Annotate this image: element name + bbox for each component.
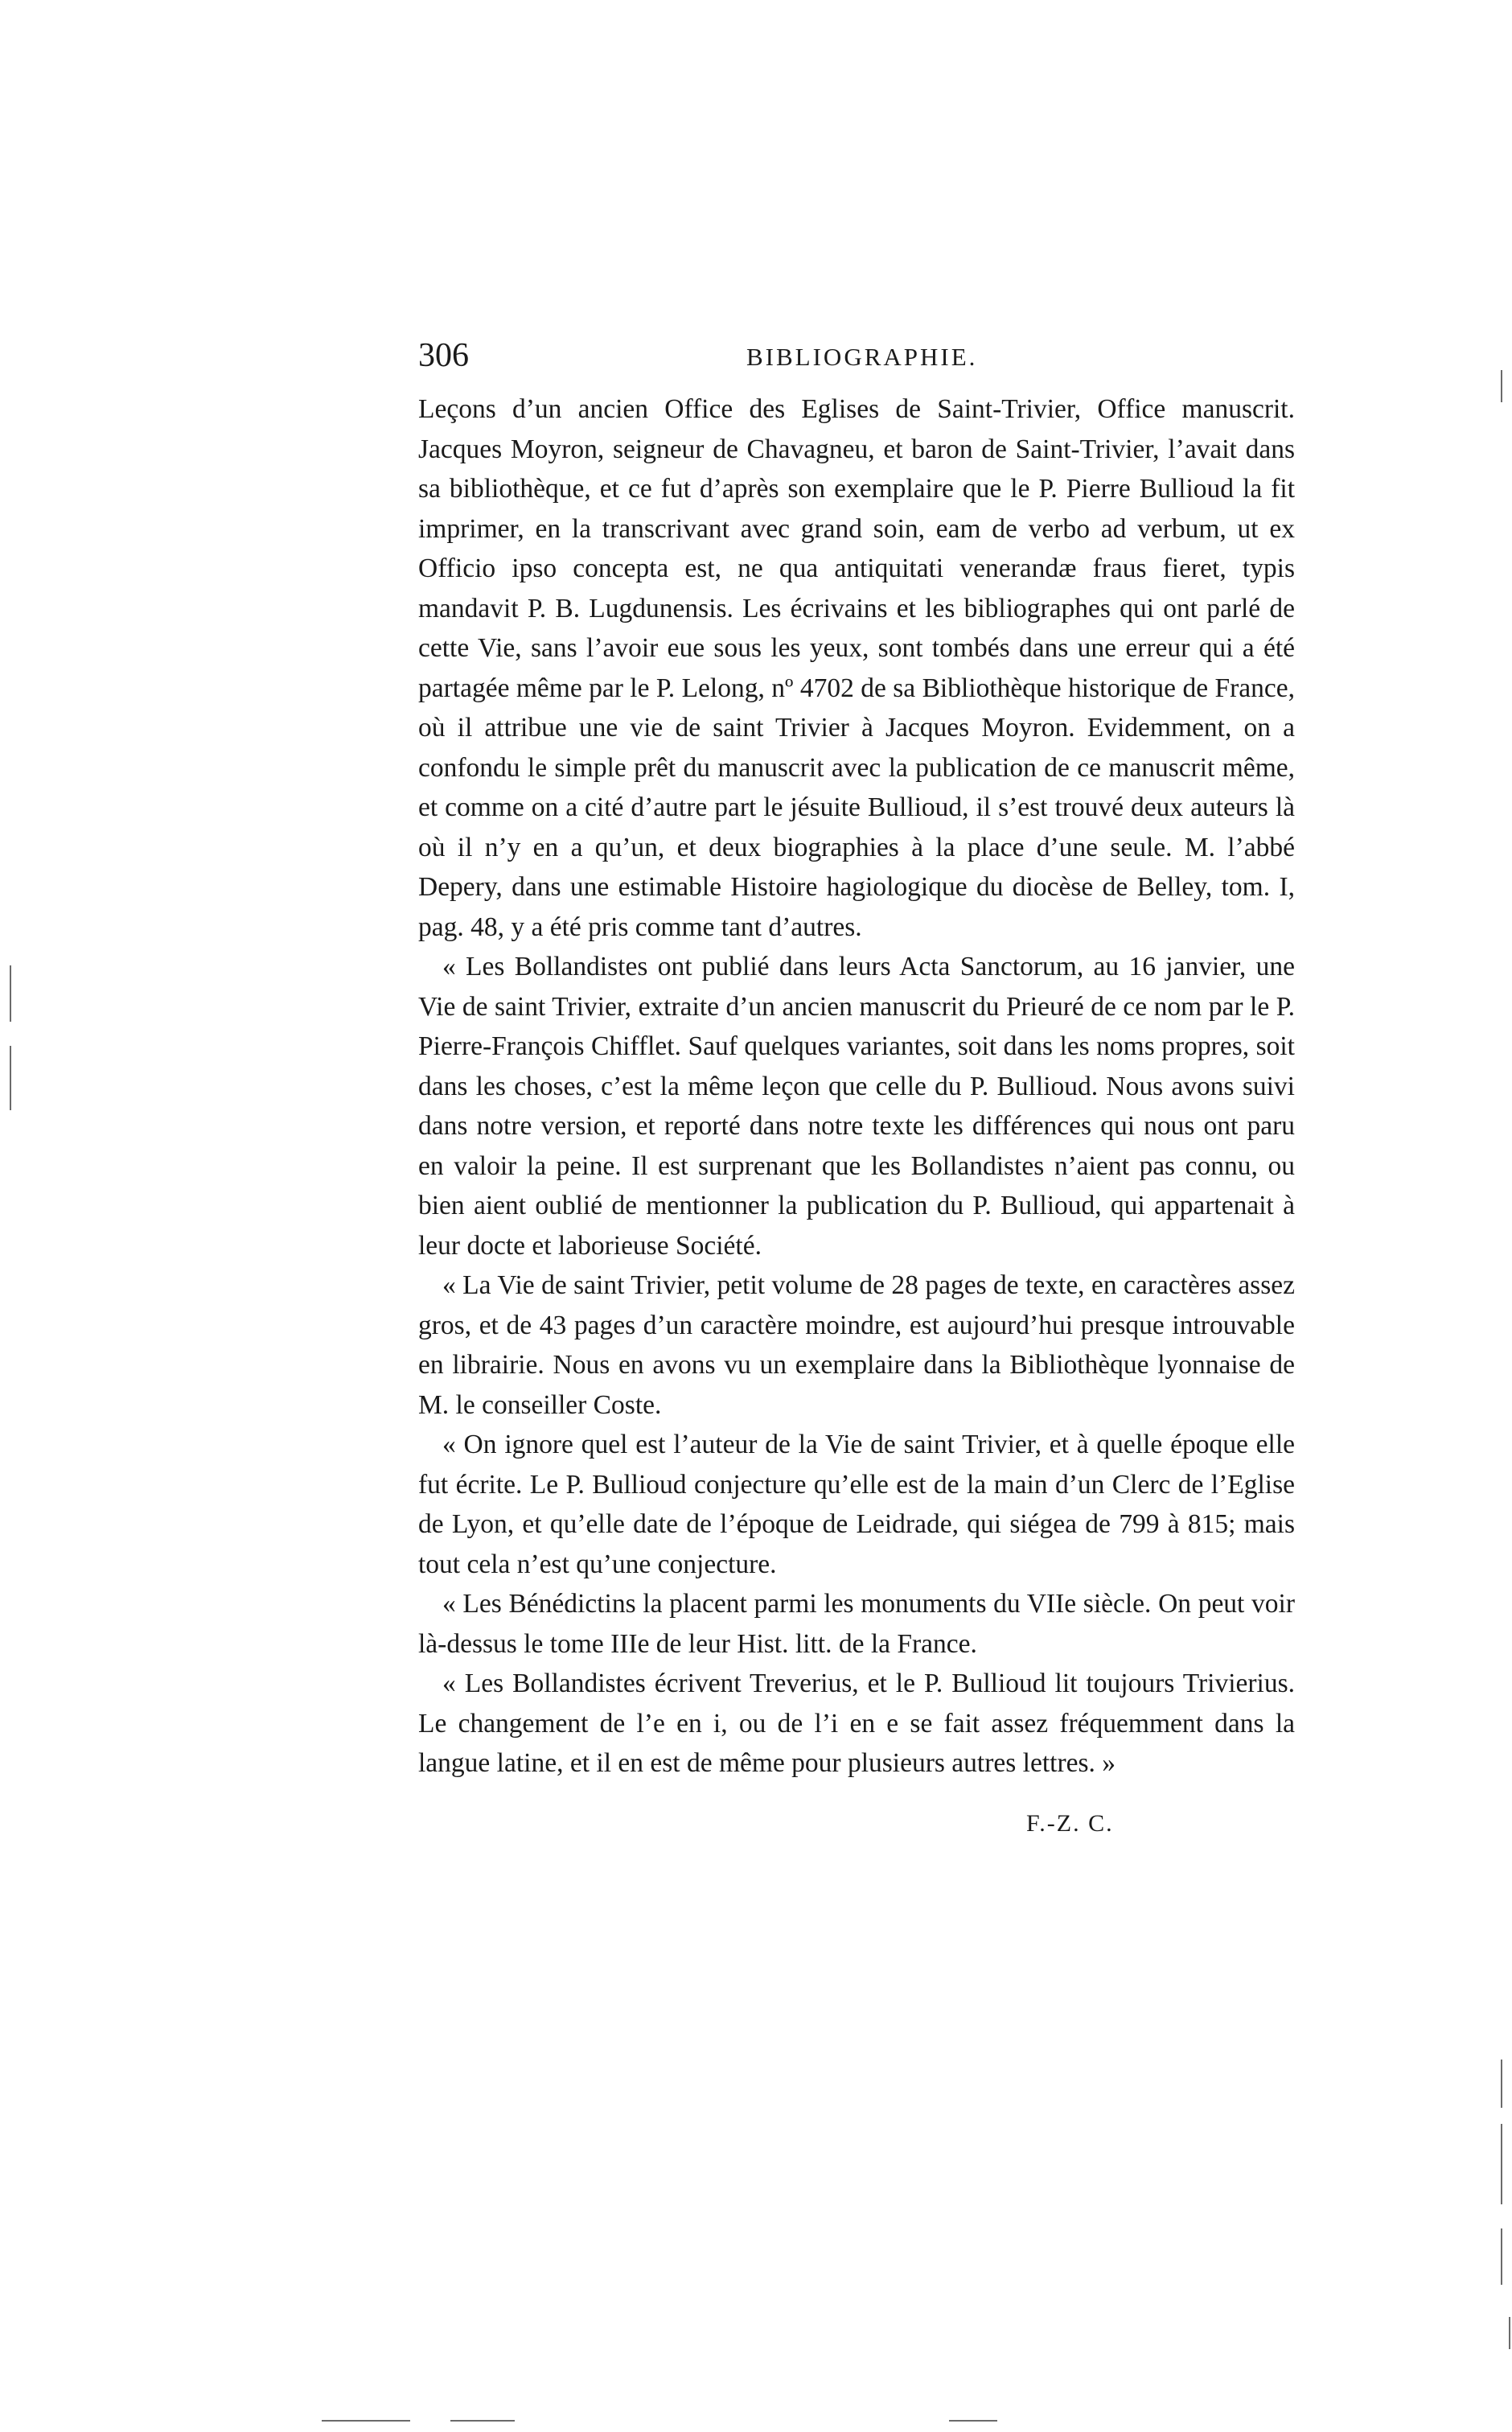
scan-edge-mark: [1501, 2124, 1502, 2204]
paragraph: « Les Bollandistes ont publié dans leurs Acta Sanctorum, au 16 janvier, une Vie de saint Trivier, extraite d’un ancien manuscrit du Prieuré de ce nom par le P. Pierre-François Chifflet. Sauf quelques variantes, soit dans les noms propres, soit dans les choses, c’est la même leçon que celle du P. Bullioud. Nous avons suivi dans notre version, et reporté dans notre texte les différences qui nous ont paru en valoir la peine. Il est surprenant que les Bollandistes n’aient pas connu, ou bien aient oublié de mentionner la publication du P. Bullioud, qui appartenait à leur docte et laborieuse Société.: [418, 952, 1295, 1261]
scan-edge-mark: [10, 1046, 11, 1110]
body-text: [418, 389, 1295, 1784]
paragraph: « Les Bollandistes écrivent Treverius, et le P. Bullioud lit toujours Trivierius. Le changement de l’e en i, ou de l’i en e se fait assez fréquemment dans la langue latine, et il en est de même pour plusieurs autres lettres. »: [418, 1669, 1295, 1778]
paragraph: « Les Bénédictins la placent parmi les monuments du VIIe siècle. On peut voir là-dessus le tome IIIe de leur Hist. litt. de la France.: [418, 1589, 1295, 1659]
scan-edge-mark: [322, 2420, 410, 2422]
scan-edge-mark: [949, 2420, 997, 2422]
scan-edge-mark: [1501, 370, 1502, 402]
page-header: [418, 336, 1295, 385]
author-signature: F.-Z. C.: [1026, 1810, 1114, 1837]
scan-edge-mark: [1509, 2317, 1510, 2349]
page-number: 306: [418, 337, 469, 374]
scan-edge-mark: [1501, 2060, 1502, 2108]
paragraph: Leçons d’un ancien Office des Eglises de Saint-Trivier, Office manuscrit. Jacques Moyron, seigneur de Chavagneu, et baron de Saint-Trivier, l’avait dans sa bibliothèque, et ce fut d’après son exemplaire que le P. Pierre Bullioud la fit imprimer, en la transcrivant avec grand soin, eam de verbo ad verbum, ut ex Officio ipso concepta est, ne qua antiquitati venerandæ fraus fieret, typis mandavit P. B. Lugdunensis. Les écrivains et les bibliographes qui ont parlé de cette Vie, sans l’avoir eue sous les yeux, sont tombés dans une erreur qui a été partagée même par le P. Lelong, nº 4702 de sa Bibliothèque historique de France, où il attribue une vie de saint Trivier à Jacques Moyron. Evidemment, on a confondu le simple prêt du manuscrit avec la publication de ce manuscrit même, et comme on a cité d’autre part le jésuite Bullioud, il s’est trouvé deux auteurs là où il n’y en a qu’un, et deux biographies à la place d’une seule. M. l’abbé Depery, dans une estimable Histoire hagiologique du diocèse de Belley, tom. I, pag. 48, y a été pris comme tant d’autres.: [418, 394, 1295, 942]
scan-edge-mark: [1501, 2228, 1502, 2285]
scan-edge-mark: [10, 965, 11, 1022]
scan-edge-mark: [450, 2420, 515, 2422]
paragraph: « La Vie de saint Trivier, petit volume de 28 pages de texte, en caractères assez gros, et de 43 pages d’un caractère moindre, est aujourd’hui presque introuvable en librairie. Nous en avons vu un exemplaire dans la Bibliothèque lyonnaise de M. le conseiller Coste.: [418, 1270, 1295, 1420]
running-title: BIBLIOGRAPHIE.: [746, 343, 978, 371]
paragraph: « On ignore quel est l’auteur de la Vie de saint Trivier, et à quelle époque elle fut écrite. Le P. Bullioud conjecture qu’elle est de la main d’un Clerc de l’Eglise de Lyon, et qu’elle date de l’époque de Leidrade, qui siégea de 799 à 815; mais tout cela n’est qu’une conjecture.: [418, 1430, 1295, 1579]
